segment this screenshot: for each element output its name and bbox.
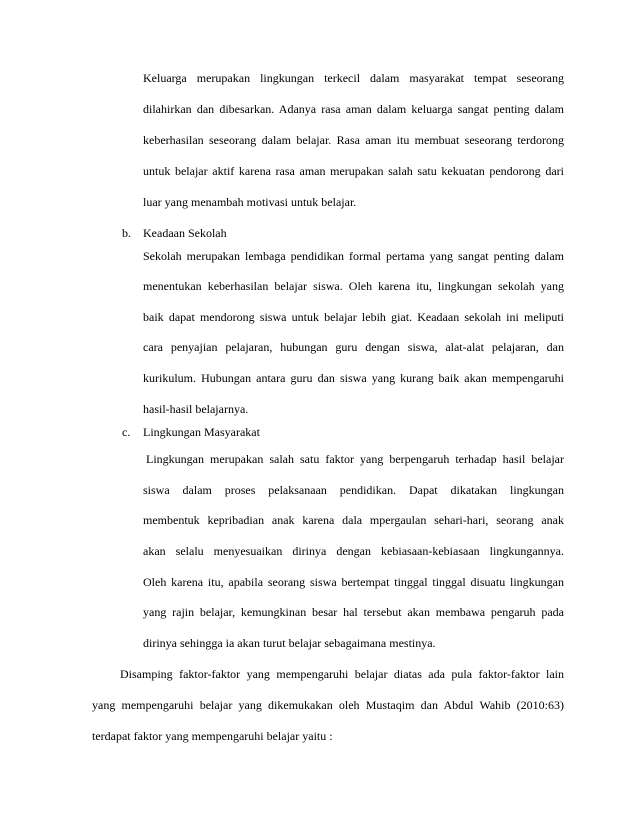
paragraph-line: menentukan keberhasilan belajar siswa. Oleh karena itu, lingkungan sekolah yang — [143, 279, 564, 293]
paragraph-line: membentuk kepribadian anak karena dala mpergaulan sehari-hari, seorang anak — [143, 513, 564, 527]
paragraph-line: keberhasilan seseorang dalam belajar. Rasa aman itu membuat seseorang terdorong — [143, 133, 564, 147]
paragraph-line: yang rajin belajar, kemungkinan besar hal tersebut akan membawa pengaruh pada — [143, 605, 564, 619]
paragraph-line: dilahirkan dan dibesarkan. Adanya rasa aman dalam keluarga sangat penting dalam — [143, 102, 564, 116]
paragraph-line: kurikulum. Hubungan antara guru dan siswa yang kurang baik akan mempengaruhi — [143, 371, 564, 385]
paragraph-line: Keluarga merupakan lingkungan terkecil dalam masyarakat tempat seseorang — [143, 71, 564, 85]
paragraph-line: yang mempengaruhi belajar yang dikemukakan oleh Mustaqim dan Abdul Wahib (2010:63) — [92, 698, 564, 712]
paragraph-line: Lingkungan merupakan salah satu faktor yang berpengaruh terhadap hasil belajar — [146, 452, 564, 466]
paragraph-line: hasil-hasil belajarnya. — [143, 402, 249, 416]
paragraph-line: terdapat faktor yang mempengaruhi belajar yaitu : — [92, 729, 333, 743]
paragraph-line: akan selalu menyesuaikan dirinya dengan kebiasaan-kebiasaan lingkungannya. — [143, 544, 564, 558]
section-heading-lingkungan-masyarakat: Lingkungan Masyarakat — [143, 425, 260, 439]
list-marker-b: b. — [122, 226, 131, 240]
list-marker-c: c. — [122, 425, 131, 439]
paragraph-line: Oleh karena itu, apabila seorang siswa bertempat tinggal tinggal disuatu lingkungan — [143, 575, 564, 589]
paragraph-line: Sekolah merupakan lembaga pendidikan formal pertama yang sangat penting dalam — [143, 249, 564, 263]
paragraph-line: cara penyajian pelajaran, hubungan guru dengan siswa, alat-alat pelajaran, dan — [143, 340, 564, 354]
paragraph-line: luar yang menambah motivasi untuk belajar. — [143, 195, 357, 209]
paragraph-line: siswa dalam proses pelaksanaan pendidikan. Dapat dikatakan lingkungan — [143, 483, 564, 497]
paragraph-line: untuk belajar aktif karena rasa aman merupakan salah satu kekuatan pendorong dari — [143, 164, 564, 178]
section-heading-keadaan-sekolah: Keadaan Sekolah — [143, 226, 227, 240]
paragraph-line: baik dapat mendorong siswa untuk belajar lebih giat. Keadaan sekolah ini meliputi — [143, 310, 564, 324]
paragraph-line: Disamping faktor-faktor yang mempengaruhi belajar diatas ada pula faktor-faktor lain — [120, 667, 564, 681]
paragraph-line: dirinya sehingga ia akan turut belajar sebagaimana mestinya. — [143, 636, 436, 650]
